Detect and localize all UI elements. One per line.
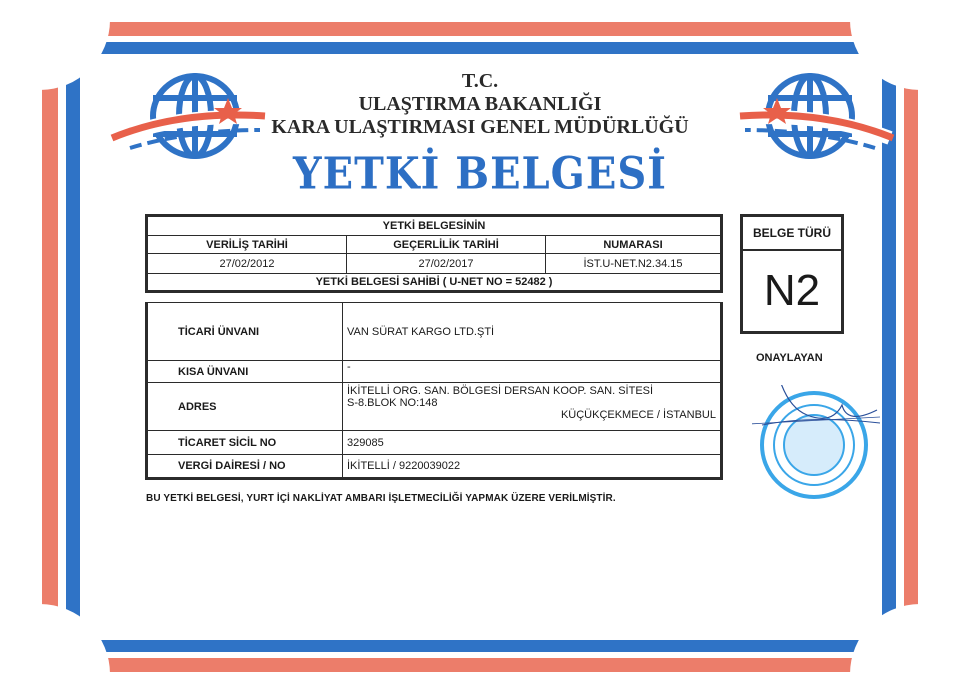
trade-registry-value: 329085 <box>343 431 722 455</box>
certificate-type-box <box>740 214 844 334</box>
short-name-value: - <box>343 361 722 383</box>
address-line-2: S-8.BLOK NO:148 <box>347 397 438 409</box>
owner-details-table <box>145 302 723 480</box>
trade-registry-label: TİCARET SİCİL NO <box>147 431 343 455</box>
header-tc: T.C. <box>461 70 499 92</box>
column-header-validity-date: GEÇERLİLİK TARİHİ <box>347 236 546 254</box>
section-header: YETKİ BELGESİNİN <box>147 216 722 236</box>
document-title: YETKİ BELGESİ <box>293 147 667 200</box>
certificate-type-value: N2 <box>763 266 821 315</box>
address-line-3: KÜÇÜKÇEKMECE / İSTANBUL <box>560 409 716 421</box>
header-directorate: KARA ULAŞTIRMASI GENEL MÜDÜRLÜĞÜ <box>271 116 689 138</box>
official-stamp-seal <box>752 385 882 505</box>
address-value <box>343 383 722 431</box>
column-header-number: NUMARASI <box>546 236 722 254</box>
certificate-number-value: İST.U-NET.N2.34.15 <box>546 254 722 274</box>
address-line-1: İKİTELLİ ORG. SAN. BÖLGESİ DERSAN KOOP. SAN. SİTESİ <box>347 385 654 397</box>
validity-date-value: 27/02/2017 <box>347 254 546 274</box>
certificate-type-label: BELGE TÜRÜ <box>743 217 841 251</box>
short-name-label: KISA ÜNVANI <box>147 361 343 383</box>
issue-date-value: 27/02/2012 <box>147 254 347 274</box>
trade-name-value: VAN SÜRAT KARGO LTD.ŞTİ <box>343 303 722 361</box>
column-header-issue-date: VERİLİŞ TARİHİ <box>147 236 347 254</box>
footer-statement: BU YETKİ BELGESİ, YURT İÇİ NAKLİYAT AMBARI İŞLETMECİLİĞİ YAPMAK ÜZERE VERİLMİŞTİR. <box>146 493 616 504</box>
tax-office-value: İKİTELLİ / 9220039022 <box>343 455 722 479</box>
trade-name-label: TİCARİ ÜNVANI <box>147 303 343 361</box>
header-ministry: ULAŞTIRMA BAKANLIĞI <box>358 93 602 115</box>
approver-label: ONAYLAYAN <box>756 352 823 364</box>
authorization-table <box>145 214 723 293</box>
owner-header: YETKİ BELGESİ SAHİBİ ( U-NET NO = 52482 ) <box>147 274 722 292</box>
tax-office-label: VERGİ DAİRESİ / NO <box>147 455 343 479</box>
address-label: ADRES <box>147 383 343 431</box>
